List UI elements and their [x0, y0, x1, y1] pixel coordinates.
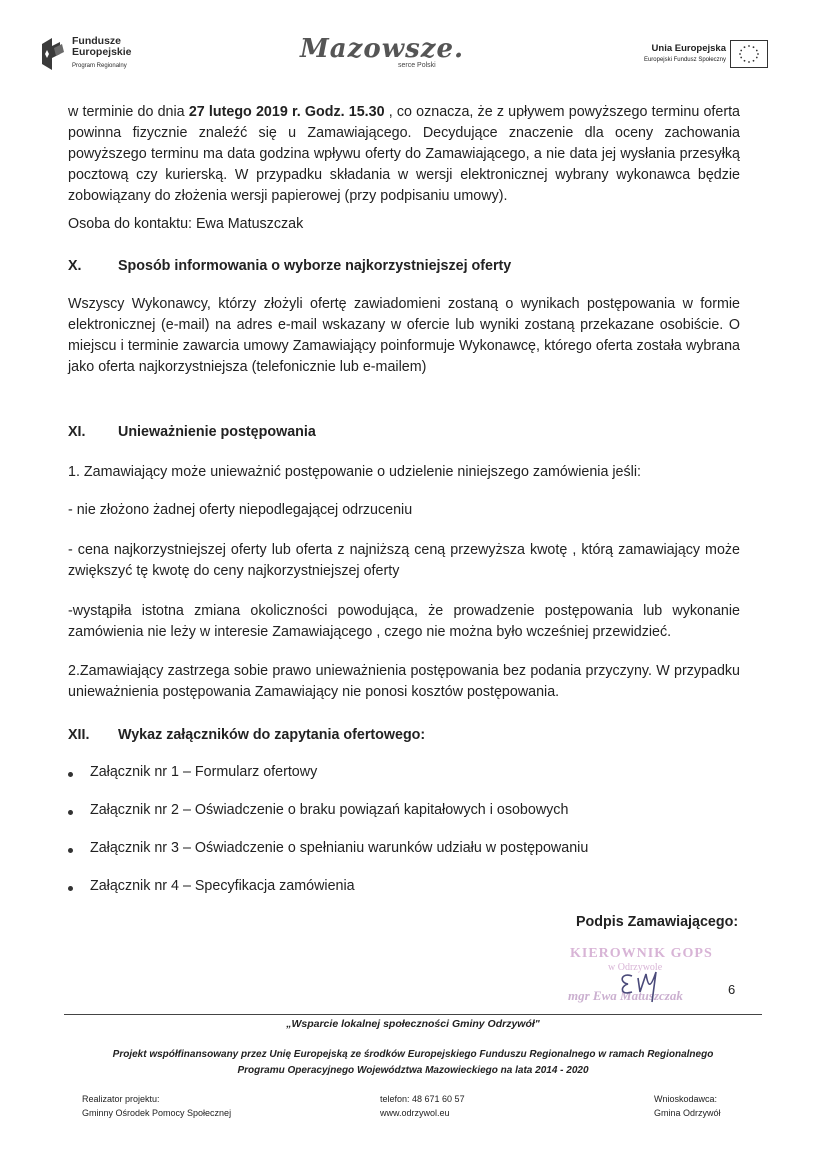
contact-person: Osoba do kontaktu: Ewa Matuszczak	[68, 216, 304, 232]
stamp-line-1: KIEROWNIK GOPS	[570, 946, 713, 961]
unia-europejska-logo	[618, 40, 768, 74]
section-x-title: Sposób informowania o wyborze najkorzystniejszej oferty	[118, 258, 512, 274]
eu-flag-icon	[730, 40, 768, 68]
fe-subtitle: Program Regionalny	[72, 63, 127, 69]
signature-title: Podpis Zamawiającego:	[576, 914, 739, 930]
footer-realizator-value: Gminny Ośrodek Pomocy Społecznej	[82, 1108, 232, 1118]
section-xi-point-1: 1. Zamawiający może unieważnić postępowanie o udzielenie niniejszego zamówienia jeśli:	[68, 464, 641, 480]
mazowsze-sub: serce Polski	[398, 62, 436, 69]
section-xi-point-5: 2.Zamawiający zastrzega sobie prawo unieważnienia postępowania bez podania przyczyny. W przypadku unieważnienia postępowania Zamawiający nie ponosi kosztów postępowania.	[68, 663, 740, 700]
section-xii-heading	[68, 727, 425, 743]
footer-divider	[64, 1014, 762, 1015]
section-x-number: X.	[68, 258, 82, 274]
fe-title-line2: Europejskie	[72, 46, 132, 58]
footer-website: www.odrzywol.eu	[380, 1108, 450, 1118]
mazowsze-word: Mazowsze.	[300, 34, 465, 64]
footer-project-info	[0, 1047, 826, 1079]
stamp-line-3: mgr Ewa Matuszczak	[568, 988, 683, 1003]
footer-wnioskodawca-value: Gmina Odrzywół	[654, 1108, 721, 1118]
section-xi-point-2: - nie złożono żadnej oferty niepodlegającej odrzuceniu	[68, 502, 413, 518]
footer-wnioskodawca	[654, 1092, 721, 1120]
section-xi-heading	[68, 424, 316, 440]
section-xi-point-3: - cena najkorzystniejszej oferty lub oferta z najniższą ceną przewyższa kwotę , którą zamawiający może zwiększyć tę kwotę do ceny najkorzystniejszej oferty	[68, 542, 740, 579]
footer-wnioskodawca-label: Wnioskodawca:	[654, 1094, 718, 1104]
attachments-list	[66, 764, 766, 904]
footer-project-line-2: Programu Operacyjnego Województwa Mazowieckiego na lata 2014 - 2020	[237, 1065, 589, 1076]
stamp-line-2: w Odrzywole	[608, 962, 663, 973]
attachment-3: Załącznik nr 3 – Oświadczenie o spełnianiu warunków udziału w postępowaniu	[90, 840, 589, 856]
footer-slogan: „Wsparcie lokalnej społeczności Gminy Odrzywół"	[286, 1018, 540, 1030]
bullet-icon	[68, 848, 73, 853]
attachment-2: Załącznik nr 2 – Oświadczenie o braku powiązań kapitałowych i osobowych	[90, 802, 569, 818]
section-xii-number: XII.	[68, 727, 90, 743]
fe-title	[72, 36, 132, 58]
fe-title-line1: Fundusze	[72, 35, 121, 47]
deadline-text-pre: w terminie do dnia	[68, 104, 189, 120]
fundusze-europejskie-logo	[38, 34, 158, 76]
fe-logo-icon	[38, 34, 68, 74]
section-xi-number: XI.	[68, 424, 86, 440]
section-x-heading	[68, 258, 511, 274]
footer-contact	[380, 1092, 465, 1120]
page-number: 6	[728, 982, 736, 997]
attachment-1: Załącznik nr 1 – Formularz ofertowy	[90, 764, 318, 780]
deadline-text-post: , co oznacza, że z upływem powyższego terminu oferta powinna fizycznie znaleźć się u Zamawiającego. Decydujące znaczenie dla oceny zachowania powyższego terminu ma data godzina wpływu oferty do Zamawiającego, a nie data jej wysłania przesyłką pocztową czy kurierską. W przypadku składania w wersji elektronicznej wybrany wykonawca będzie zobowiązany do złożenia wersji papierowej (przy podpisaniu umowy).	[68, 104, 741, 204]
bullet-icon	[68, 810, 73, 815]
deadline-date: 27 lutego 2019 r. Godz. 15.30	[188, 104, 385, 120]
mazowsze-logo	[300, 34, 470, 74]
section-xi-title: Unieważnienie postępowania	[118, 424, 316, 440]
handwritten-signature	[612, 964, 672, 1004]
bullet-icon	[68, 886, 73, 891]
bullet-icon	[68, 772, 73, 777]
section-xi-point-4: -wystąpiła istotna zmiana okoliczności powodująca, że prowadzenie postępowania lub wykonanie zamówienia nie leży w interesie Zamawiającego , czego nie można było wcześniej przewidzieć.	[68, 603, 740, 640]
footer-project-line-1: Projekt współfinansowany przez Unię Europejską ze środków Europejskiego Funduszu Regionalnego w ramach Regionalnego	[112, 1049, 714, 1060]
section-xii-title: Wykaz załączników do zapytania ofertowego:	[118, 727, 426, 743]
footer-realizator	[82, 1092, 231, 1120]
ue-subtitle: Europejski Fundusz Społeczny	[643, 57, 726, 63]
section-x-text: Wszyscy Wykonawcy, którzy złożyli ofertę zawiadomieni zostaną o wynikach postępowania w formie elektronicznej (e-mail) na adres e-mail wskazany w ofercie lub wyniki zostaną przekazane osobiście. O miejscu i terminie zawarcia umowy Zamawiający poinformuje Wykonawcę, którego oferta została wybrana jako oferta najkorzystniejsza (telefonicznie lub e-mailem)	[68, 296, 740, 375]
deadline-paragraph	[68, 102, 740, 207]
footer-phone: telefon: 48 671 60 57	[380, 1094, 465, 1104]
ue-title: Unia Europejska	[651, 43, 726, 54]
attachment-4: Załącznik nr 4 – Specyfikacja zamówienia	[90, 878, 355, 894]
footer-realizator-label: Realizator projektu:	[82, 1094, 160, 1104]
